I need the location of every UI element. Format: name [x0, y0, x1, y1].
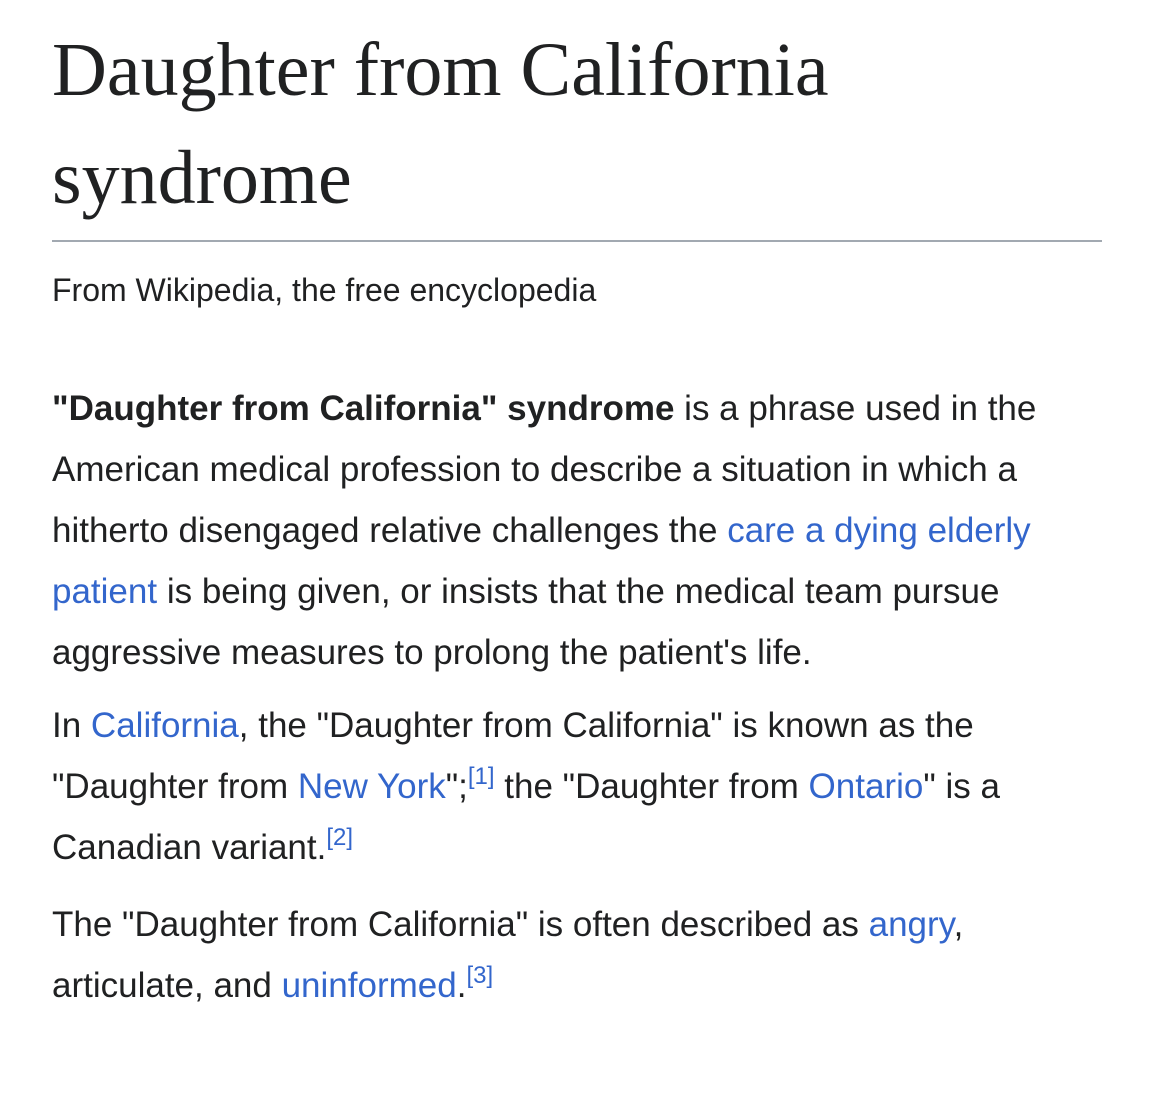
reference-3[interactable]: [3]: [466, 962, 494, 989]
link-uninformed[interactable]: uninformed: [281, 966, 457, 1005]
paragraph-text: .: [456, 966, 467, 1005]
link-angry[interactable]: angry: [868, 905, 954, 944]
link-care-dying-patient[interactable]: care a dying elderly patient: [52, 511, 1031, 611]
paragraph-text: , the "Daughter from California" is known as the "Daughter from: [52, 706, 974, 806]
paragraph-text: The "Daughter from California" is often described as: [52, 905, 869, 944]
paragraph-text: , articulate, and: [52, 905, 964, 1005]
lead-paragraph: [52, 378, 1102, 683]
bold-term: "Daughter from California" syndrome: [52, 389, 675, 428]
paragraph-text: " is a Canadian variant.: [52, 767, 1000, 867]
second-paragraph: [52, 695, 1102, 878]
link-ontario[interactable]: Ontario: [808, 767, 924, 806]
paragraph-text: In: [52, 706, 91, 745]
paragraph-text: is a phrase used in the American medical profession to describe a situation in which a hitherto disengaged relative challenges the: [52, 389, 1037, 550]
page-title: Daughter from California syndrome: [52, 16, 1102, 242]
paragraph-text: is being given, or insists that the medical team pursue aggressive measures to prolong the patient's life.: [52, 572, 1000, 672]
article-content: [52, 0, 1102, 1016]
site-tagline: From Wikipedia, the free encyclopedia: [52, 272, 597, 308]
link-new-york[interactable]: New York: [297, 767, 446, 806]
reference-2[interactable]: [2]: [326, 824, 354, 851]
paragraph-text: ";: [445, 767, 468, 806]
reference-1[interactable]: [1]: [467, 763, 495, 790]
link-california[interactable]: California: [90, 706, 239, 745]
paragraph-text: the "Daughter from: [494, 767, 809, 806]
third-paragraph: [52, 894, 1102, 1016]
